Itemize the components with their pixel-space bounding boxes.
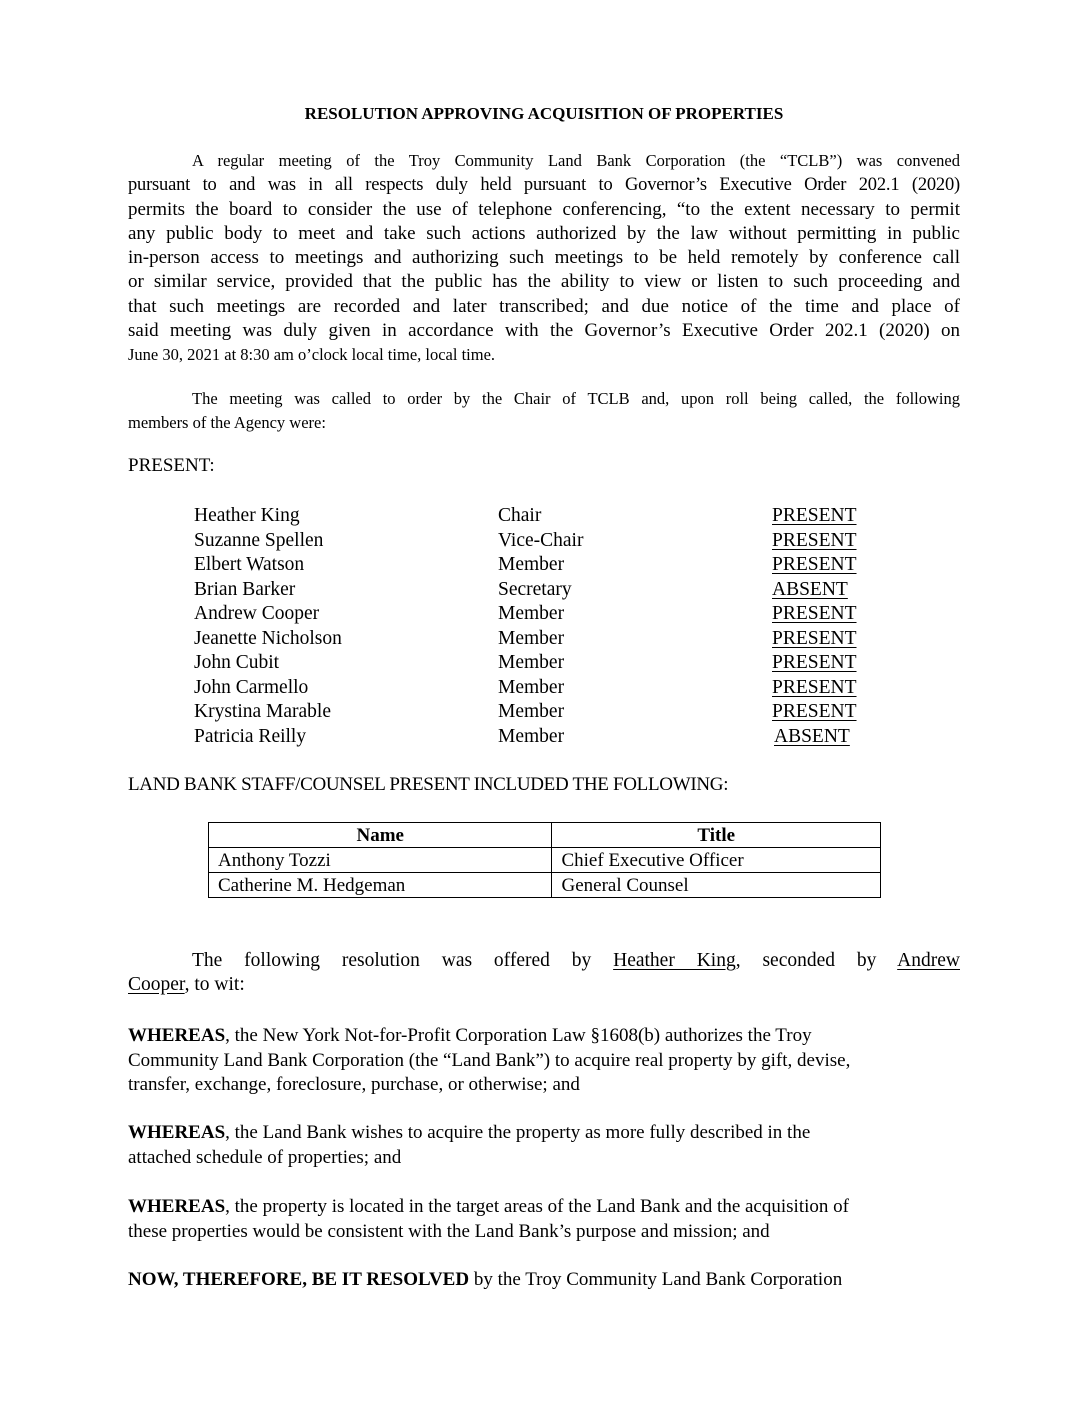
intro-line: A regular meeting of the Troy Community Land Bank Corporation (the “TCLB”) was convened [192, 151, 960, 170]
motion-line [128, 973, 960, 997]
roll-line: The meeting was called to order by the Chair of TCLB and, upon roll being called, the following [192, 389, 960, 408]
motion-text: , to wit: [184, 974, 245, 996]
member-role: Member [498, 701, 565, 722]
staff-title: Chief Executive Officer [552, 848, 881, 873]
present-label: PRESENT: [128, 455, 215, 476]
intro-line: permits the board to consider the use of telephone conferencing, “to the extent necessary to permit [128, 198, 960, 220]
roster-row [194, 651, 894, 676]
member-role: Member [498, 676, 565, 698]
member-status: PRESENT [772, 676, 857, 698]
document-title: RESOLUTION APPROVING ACQUISITION OF PROPERTIES [304, 104, 784, 123]
roster-row [194, 553, 894, 578]
member-role: Member [498, 652, 565, 673]
member-role: Vice-Chair [498, 529, 584, 551]
table-row [209, 873, 881, 898]
member-name: Brian Barker [194, 578, 296, 600]
whereas-lead: WHEREAS [128, 1025, 226, 1046]
member-role: Chair [498, 505, 542, 526]
whereas-line: these properties would be consistent with the Land Bank’s purpose and mission; and [128, 1220, 770, 1242]
column-header-name: Name [209, 823, 552, 848]
whereas-line: Community Land Bank Corporation (the “Land Bank”) to acquire real property by gift, devise, [128, 1049, 851, 1071]
staff-name: Catherine M. Hedgeman [209, 873, 552, 898]
whereas-line: attached schedule of properties; and [128, 1146, 402, 1168]
member-status: ABSENT [772, 578, 848, 600]
whereas-text: , the property is located in the target areas of the Land Bank and the acquisition of [225, 1196, 849, 1217]
member-status: PRESENT [772, 603, 857, 624]
whereas-line: transfer, exchange, foreclosure, purchase, or otherwise; and [128, 1074, 580, 1095]
intro-line: or similar service, provided that the public has the ability to view or listen to such proceeding and [128, 271, 960, 293]
motion-text: The following resolution was offered by [192, 950, 614, 971]
roster-row [194, 504, 894, 529]
roster-row [194, 578, 894, 603]
intro-line: that such meetings are recorded and later transcribed; and due notice of the time and place of [128, 295, 960, 317]
member-name: Suzanne Spellen [194, 529, 324, 551]
seconded-by-name-part2: Cooper [128, 974, 185, 996]
member-name: Elbert Watson [194, 554, 305, 575]
motion-text: , seconded by [735, 950, 898, 971]
resolved-clause [128, 1268, 968, 1293]
member-name: John Carmello [194, 676, 309, 698]
staff-title: General Counsel [552, 873, 881, 898]
staff-label: LAND BANK STAFF/COUNSEL PRESENT INCLUDED THE FOLLOWING: [128, 774, 729, 795]
roll-line: members of the Agency were: [128, 413, 326, 433]
seconded-by-name-part1: Andrew [897, 950, 960, 971]
intro-line: said meeting was duly given in accordance with the Governor’s Executive Order 202.1 (2020) on [128, 320, 960, 342]
roster-row [194, 676, 894, 701]
whereas-text: , the Land Bank wishes to acquire the property as more fully described in the [225, 1122, 811, 1143]
roster-row [194, 725, 894, 750]
member-role: Member [498, 725, 565, 747]
whereas-line [128, 1024, 968, 1049]
staff-table [208, 822, 881, 898]
whereas-line [128, 1121, 968, 1146]
member-name: Patricia Reilly [194, 725, 307, 747]
member-role: Member [498, 603, 565, 624]
member-status: PRESENT [772, 505, 857, 526]
table-row [209, 848, 881, 873]
offered-by-name: Heather King [613, 950, 736, 971]
resolved-lead: NOW, THEREFORE, BE IT RESOLVED [128, 1269, 470, 1290]
motion-line [128, 949, 960, 973]
resolved-line [128, 1268, 968, 1293]
member-status: PRESENT [772, 627, 857, 649]
intro-paragraph [128, 149, 960, 368]
column-header-title: Title [552, 823, 881, 848]
member-role: Member [498, 554, 565, 575]
whereas-clause-3 [128, 1195, 968, 1244]
member-name: Krystina Marable [194, 701, 331, 722]
intro-line: any public body to meet and take such actions authorized by the law without permitting in public [128, 222, 960, 244]
resolved-text: by the Troy Community Land Bank Corporation [469, 1269, 843, 1290]
attendance-roster [194, 504, 894, 749]
roster-row [194, 627, 894, 652]
member-status: PRESENT [772, 554, 857, 575]
member-status: PRESENT [772, 701, 857, 722]
whereas-text: , the New York Not-for-Profit Corporation Law §1608(b) authorizes the Troy [225, 1025, 812, 1046]
intro-line: pursuant to and was in all respects duly held pursuant to Governor’s Executive Order 202.1 (2020) [128, 175, 960, 196]
motion-paragraph [128, 949, 960, 998]
staff-name: Anthony Tozzi [209, 848, 552, 873]
member-role: Secretary [498, 578, 572, 600]
intro-line: June 30, 2021 at 8:30 am o’clock local time, local time. [128, 345, 496, 365]
staff-table-header-row [209, 823, 881, 848]
roster-row [194, 602, 894, 627]
whereas-lead: WHEREAS [128, 1122, 226, 1143]
member-status: ABSENT [774, 725, 850, 747]
roll-paragraph [128, 387, 960, 436]
whereas-line [128, 1195, 968, 1220]
member-name: Heather King [194, 505, 300, 526]
intro-line: in-person access to meetings and authorizing such meetings to be held remotely by conference call [128, 247, 960, 269]
roster-row [194, 700, 894, 725]
member-name: Jeanette Nicholson [194, 627, 342, 649]
member-name: Andrew Cooper [194, 603, 320, 624]
roster-row [194, 529, 894, 554]
whereas-clause-2 [128, 1121, 968, 1170]
member-status: PRESENT [772, 529, 857, 551]
member-role: Member [498, 627, 565, 649]
whereas-lead: WHEREAS [128, 1196, 226, 1217]
member-status: PRESENT [772, 652, 857, 673]
member-name: John Cubit [194, 652, 280, 673]
whereas-clause-1 [128, 1024, 968, 1098]
